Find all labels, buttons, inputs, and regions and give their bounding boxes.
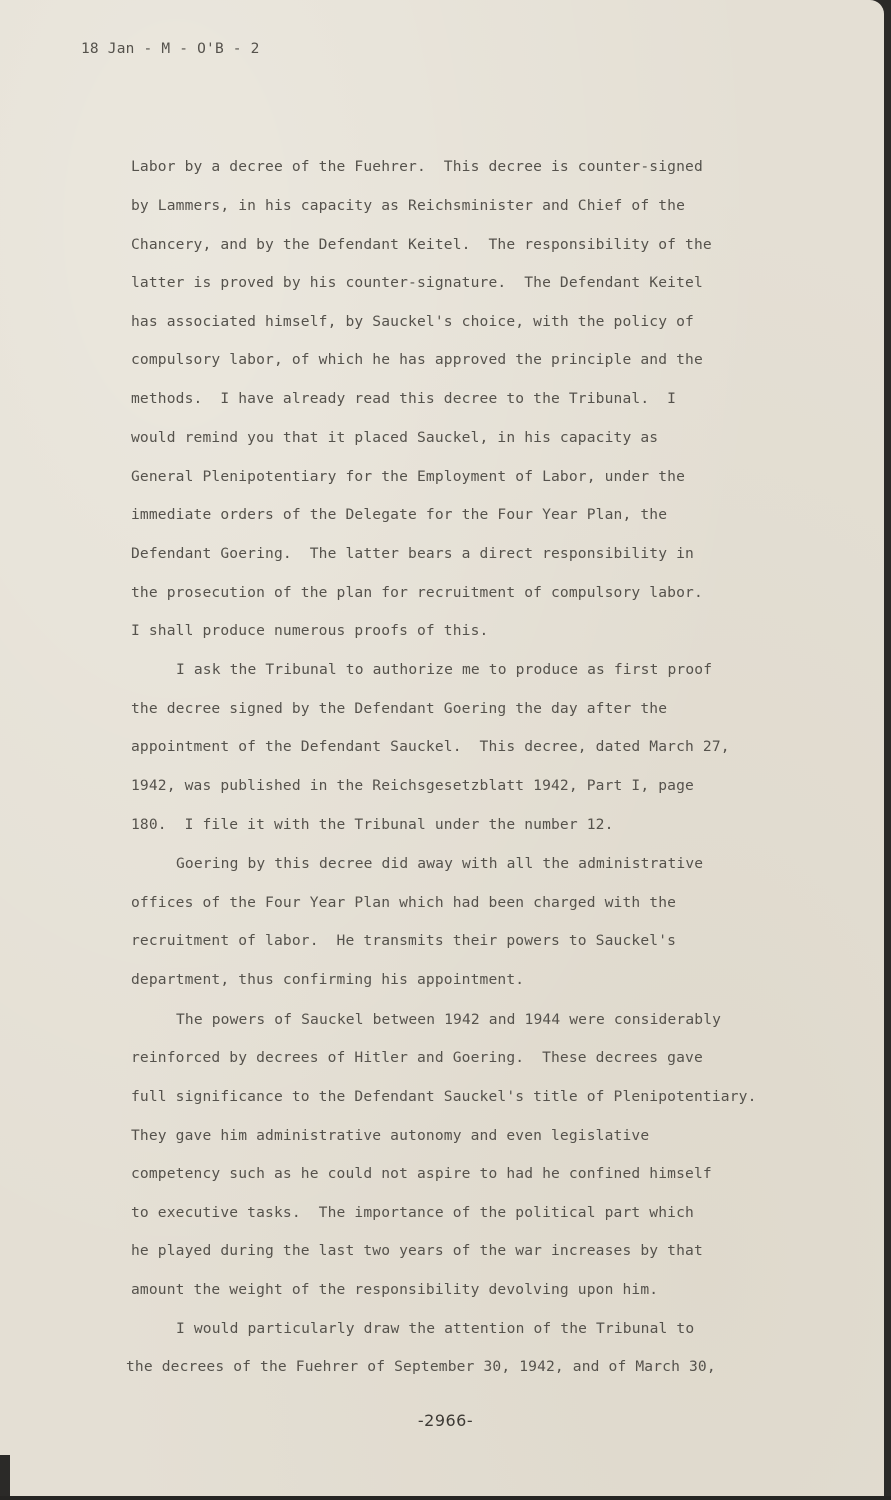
text-line: General Plenipotentiary for the Employment of Labor, under the (131, 468, 686, 485)
text-line: full significance to the Defendant Sauckel's title of Plenipotentiary. (131, 1088, 757, 1105)
text-line: They gave him administrative autonomy and even legislative (131, 1127, 650, 1144)
text-line: I shall produce numerous proofs of this. (131, 622, 489, 639)
text-line: immediate orders of the Delegate for the Four Year Plan, the (131, 506, 668, 523)
text-line: Chancery, and by the Defendant Keitel. The responsibility of the (131, 236, 712, 253)
text-line: the decrees of the Fuehrer of September 30, 1942, and of March 30, (126, 1358, 716, 1375)
text-line: recruitment of labor. He transmits their powers to Sauckel's (131, 932, 677, 949)
text-line: competency such as he could not aspire to had he confined himself (131, 1165, 712, 1182)
text-line: compulsory labor, of which he has approved the principle and the (131, 351, 703, 368)
text-line: amount the weight of the responsibility devolving upon him. (131, 1281, 659, 1298)
text-line: The powers of Sauckel between 1942 and 1944 were considerably (176, 1011, 722, 1028)
text-line: 180. I file it with the Tribunal under the number 12. (131, 816, 614, 833)
text-line: I would particularly draw the attention of the Tribunal to (176, 1320, 695, 1337)
text-line: he played during the last two years of the war increases by that (131, 1242, 703, 1259)
scan-edge-shadow (0, 1455, 10, 1500)
text-line: to executive tasks. The importance of the political part which (131, 1204, 694, 1221)
text-line: department, thus confirming his appointment. (131, 971, 525, 988)
text-line: Goering by this decree did away with all the administrative (176, 855, 704, 872)
text-line: reinforced by decrees of Hitler and Goering. These decrees gave (131, 1049, 703, 1066)
text-line: the decree signed by the Defendant Goering the day after the (131, 700, 668, 717)
text-line: by Lammers, in his capacity as Reichsminister and Chief of the (131, 197, 686, 214)
text-line: Defendant Goering. The latter bears a direct responsibility in (131, 545, 694, 562)
text-line: has associated himself, by Sauckel's choice, with the policy of (131, 313, 694, 330)
text-line: offices of the Four Year Plan which had been charged with the (131, 894, 677, 911)
text-line: the prosecution of the plan for recruitment of compulsory labor. (131, 584, 703, 601)
text-line: methods. I have already read this decree to the Tribunal. I (131, 390, 677, 407)
text-line: 1942, was published in the Reichsgesetzblatt 1942, Part I, page (131, 777, 694, 794)
page-number: -2966- (417, 1411, 474, 1430)
text-line: Labor by a decree of the Fuehrer. This decree is counter-signed (131, 158, 703, 175)
text-line: appointment of the Defendant Sauckel. This decree, dated March 27, (131, 738, 730, 755)
text-line: would remind you that it placed Sauckel, in his capacity as (131, 429, 659, 446)
text-line: latter is proved by his counter-signature. The Defendant Keitel (131, 274, 703, 291)
document-reference-header: 18 Jan - M - O'B - 2 (81, 41, 260, 57)
text-line: I ask the Tribunal to authorize me to produce as first proof (176, 661, 713, 678)
scan-edge-shadow (0, 1496, 891, 1500)
